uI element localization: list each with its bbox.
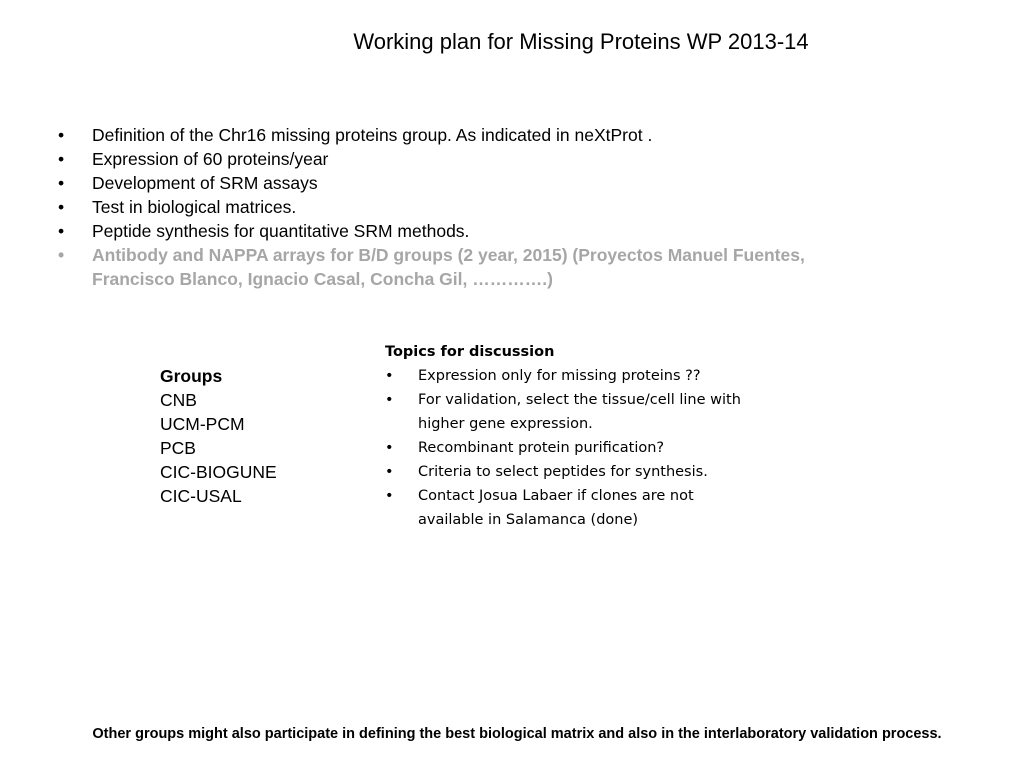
topic-item: • Criteria to select peptides for synthesis.: [385, 460, 755, 484]
group-item: CNB: [160, 390, 197, 410]
bullet-item: • Development of SRM assays: [58, 173, 318, 193]
bullet-dot-icon: •: [58, 149, 65, 169]
topics-for-discussion: [385, 340, 755, 532]
bullet-item-muted: • Antibody and NAPPA arrays for B/D groups (2 year, 2015) (Proyectos Manuel Fuentes, Francisco Blanco, Ignacio Casal, Concha Gil, ………….): [58, 245, 805, 289]
bullet-item: • Test in biological matrices.: [58, 197, 297, 217]
bullet-item: • Definition of the Chr16 missing proteins group. As indicated in neXtProt .: [58, 125, 653, 145]
groups-heading: Groups: [160, 366, 223, 386]
bullet-dot-icon: •: [385, 488, 394, 504]
main-bullet-list: [58, 123, 838, 291]
groups-list: [160, 364, 277, 508]
bullet-dot-icon: •: [58, 173, 65, 193]
topics-heading: Topics for discussion: [385, 344, 555, 360]
bullet-item: • Peptide synthesis for quantitative SRM methods.: [58, 221, 470, 241]
group-item: PCB: [160, 438, 196, 458]
bullet-dot-icon: •: [385, 368, 394, 384]
group-item: UCM-PCM: [160, 414, 245, 434]
bullet-dot-icon: •: [385, 464, 394, 480]
group-item: CIC-BIOGUNE: [160, 462, 277, 482]
topic-item: • Contact Josua Labaer if clones are not available in Salamanca (done): [385, 484, 755, 532]
bullet-dot-icon: •: [58, 197, 65, 217]
bullet-item: • Expression of 60 proteins/year: [58, 149, 329, 169]
topics-list: [385, 364, 755, 532]
topic-item: • Expression only for missing proteins ??: [385, 364, 755, 388]
group-item: CIC-USAL: [160, 486, 242, 506]
bullet-dot-icon: •: [58, 245, 65, 265]
bullet-dot-icon: •: [385, 392, 394, 408]
footer-note: Other groups might also participate in defining the best biological matrix and also in the interlaboratory validation process.: [92, 726, 942, 742]
bullet-dot-icon: •: [58, 125, 65, 145]
bullet-dot-icon: •: [58, 221, 65, 241]
topic-item: • Recombinant protein purification?: [385, 436, 755, 460]
bullet-dot-icon: •: [385, 440, 394, 456]
slide-title: Working plan for Missing Proteins WP 2013-14: [353, 29, 809, 54]
topic-item: • For validation, select the tissue/cell line with higher gene expression.: [385, 388, 755, 436]
